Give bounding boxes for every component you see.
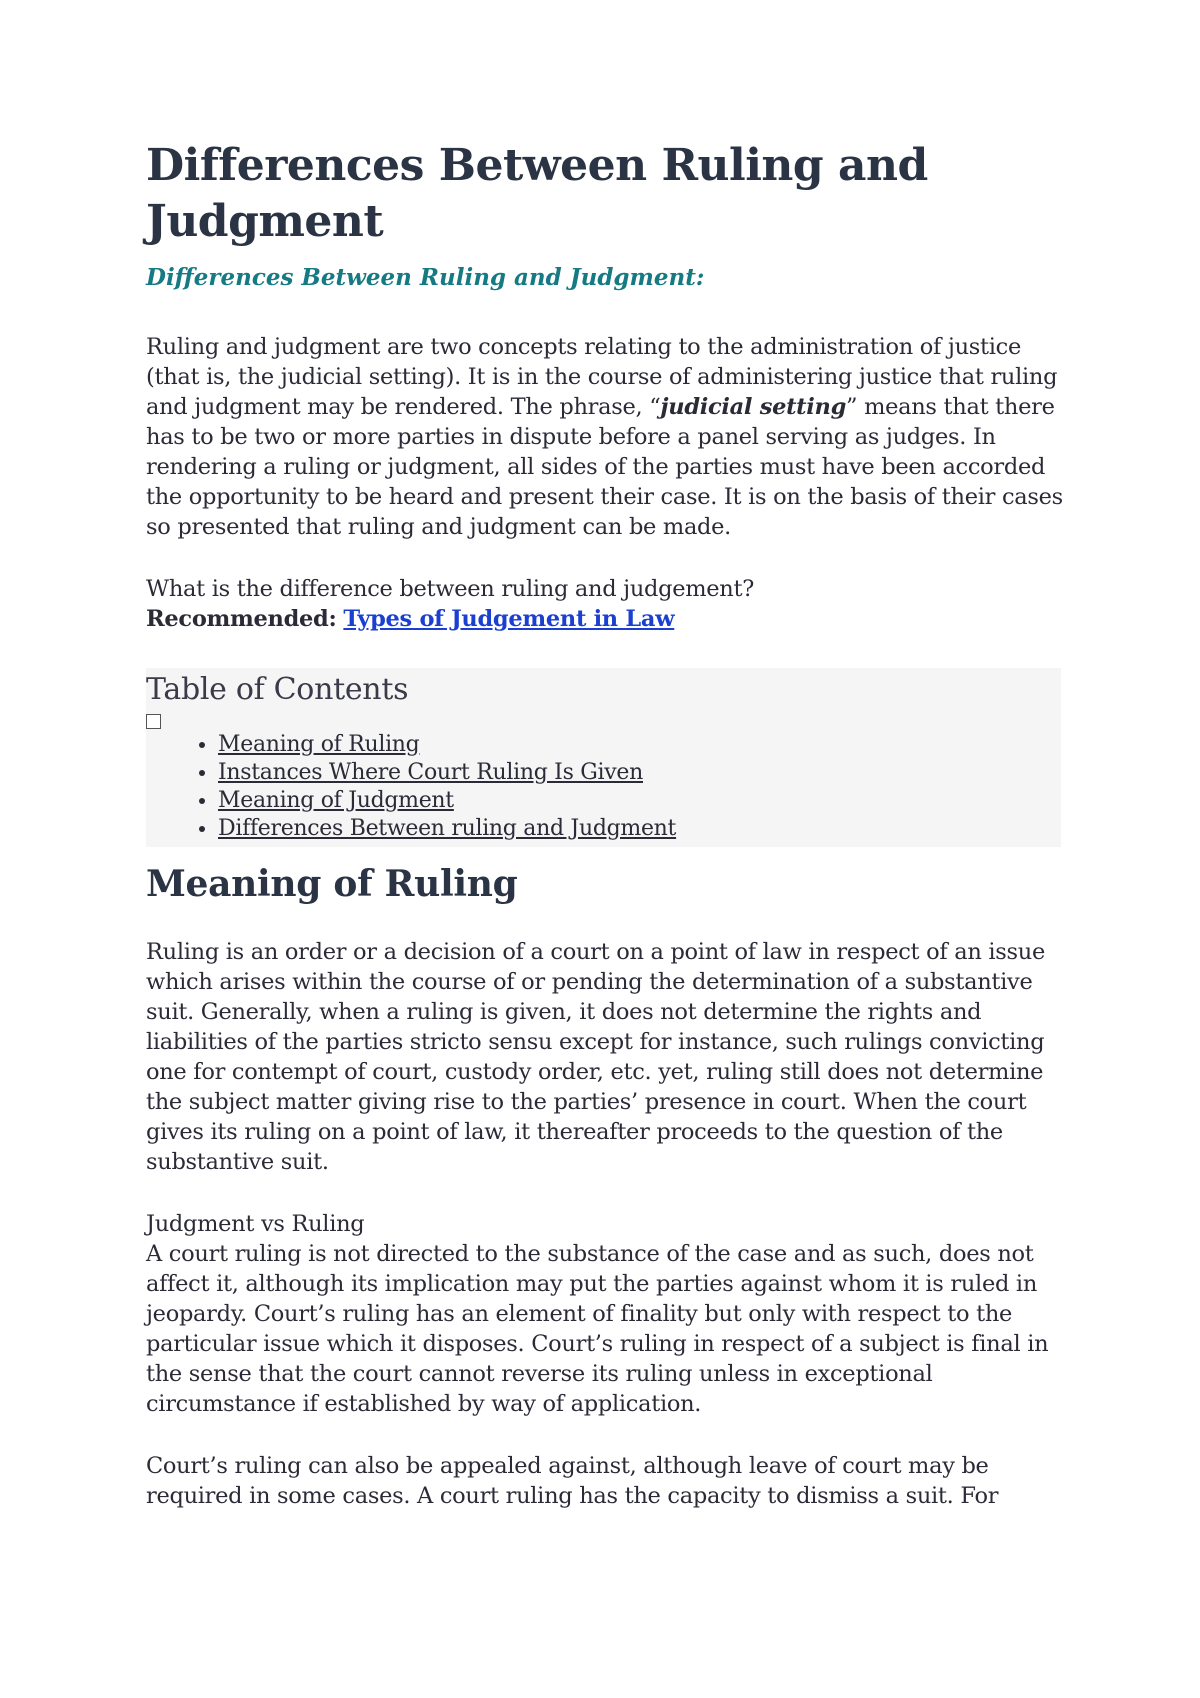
toc-title: Table of Contents bbox=[146, 672, 409, 707]
toc-item bbox=[218, 815, 1061, 843]
toc-item bbox=[218, 787, 1061, 815]
intro-text-end: ” means that there has to be two or more parties in dispute before a panel serving as judges. In rendering a ruling or judgment, all sides of the parties must have been accorded the opportunity to be heard and present their case. It is on the basis of their cases so presented that ruling and judgment can be made. bbox=[146, 394, 1063, 540]
spacer bbox=[146, 542, 1066, 574]
section-paragraph-3: Court’s ruling can also be appealed against, although leave of court may be required in some cases. A court ruling has the capacity to dismiss a suit. For bbox=[146, 1453, 999, 1509]
toc-item bbox=[218, 731, 1061, 759]
toc-link-meaning-of-ruling[interactable]: Meaning of Ruling bbox=[218, 732, 420, 757]
toc-list bbox=[146, 731, 1061, 843]
intro-text-start: Ruling and judgment are two concepts relating to the administration of justice (that is, the judicial setting). It is in the course of administering justice that ruling and judgment may be rendered. The phrase, “ bbox=[146, 334, 1058, 420]
toc-link-instances-court-ruling[interactable]: Instances Where Court Ruling Is Given bbox=[218, 760, 643, 785]
toc-link-meaning-of-judgment[interactable]: Meaning of Judgment bbox=[218, 788, 454, 813]
intro-emphasized-term: judicial setting bbox=[660, 394, 847, 420]
judgment-vs-ruling-block bbox=[146, 1209, 1066, 1419]
section-heading: Meaning of Ruling bbox=[146, 863, 518, 905]
page-title: Differences Between Ruling and Judgment bbox=[146, 140, 928, 247]
section-paragraph-1: Ruling is an order or a decision of a court on a point of law in respect of an issue which arises within the course of or pending the determination of a substantive suit. Generally, when a ruling is given, it does not determine the rights and liabilities of the parties stricto sensu except for instance, such rulings convicting one for contempt of court, custody order, etc. yet, ruling still does not determine the subject matter giving rise to the parties’ presence in court. When the court gives its ruling on a point of law, it thereafter proceeds to the question of the substantive suit. bbox=[146, 939, 1045, 1175]
subtitle: Differences Between Ruling and Judgment: bbox=[146, 264, 705, 291]
sub-label: Judgment vs Ruling bbox=[146, 1211, 365, 1237]
section-paragraph-2: A court ruling is not directed to the substance of the case and as such, does not affect it, although its implication may put the parties against whom it is ruled in jeopardy. Court’s ruling has an element of finality but only with respect to the particular issue which it disposes. Court’s ruling in respect of a subject is final in the sense that the court cannot reverse its ruling unless in exceptional circumstance if established by way of application. bbox=[146, 1241, 1049, 1417]
recommended-label: Recommended: bbox=[146, 606, 337, 632]
spacer bbox=[146, 1419, 1066, 1451]
recommended-link[interactable]: Types of Judgement in Law bbox=[343, 606, 675, 632]
question-line: What is the difference between ruling and judgement? bbox=[146, 576, 754, 602]
toc-item bbox=[218, 759, 1061, 787]
table-of-contents bbox=[146, 668, 1061, 847]
toc-link-differences[interactable]: Differences Between ruling and Judgment bbox=[218, 816, 677, 841]
document-page bbox=[146, 138, 1066, 1511]
intro-paragraph bbox=[146, 332, 1066, 542]
recommended-line bbox=[146, 604, 1066, 634]
toc-toggle-checkbox[interactable] bbox=[146, 714, 161, 729]
